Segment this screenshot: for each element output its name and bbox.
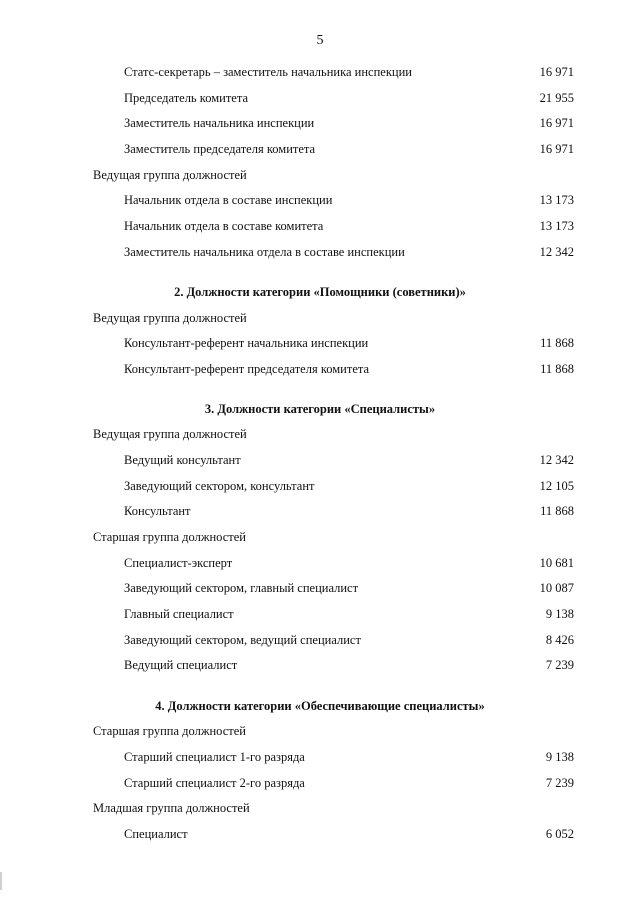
position-name: Старший специалист 2-го разряда xyxy=(124,776,305,790)
salary-value: 13 173 xyxy=(539,193,574,207)
salary-value: 13 173 xyxy=(539,219,574,233)
salary-value: 16 971 xyxy=(539,142,574,156)
position-name: Заместитель начальника отдела в составе инспекции xyxy=(124,245,405,259)
table-row xyxy=(0,243,640,261)
table-row xyxy=(0,656,640,674)
position-name: Начальник отдела в составе инспекции xyxy=(124,193,333,207)
salary-value: 7 239 xyxy=(545,658,574,672)
salary-value: 11 868 xyxy=(540,362,574,376)
position-name: Консультант-референт начальника инспекции xyxy=(124,336,369,350)
position-name: Ведущий специалист xyxy=(124,658,238,672)
group-label: Старшая группа должностей xyxy=(93,530,246,544)
page-number: 5 xyxy=(316,33,324,48)
salary-value: 21 955 xyxy=(539,91,574,105)
group-label: Младшая группа должностей xyxy=(93,801,250,815)
group-label: Ведущая группа должностей xyxy=(93,168,247,182)
table-row xyxy=(0,140,640,158)
position-name: Заместитель начальника инспекции xyxy=(124,116,315,130)
table-row xyxy=(0,63,640,81)
position-name: Ведущий консультант xyxy=(124,453,241,467)
table-row xyxy=(0,360,640,378)
table-row xyxy=(0,191,640,209)
group-label: Старшая группа должностей xyxy=(93,724,246,738)
table-row xyxy=(0,334,640,352)
position-name: Заведующий сектором, ведущий специалист xyxy=(124,633,361,647)
table-row xyxy=(0,502,640,520)
table-row xyxy=(0,554,640,572)
group-label: Ведущая группа должностей xyxy=(93,427,247,441)
table-row xyxy=(0,825,640,843)
salary-value: 12 105 xyxy=(539,479,574,493)
salary-value: 11 868 xyxy=(540,336,574,350)
table-row xyxy=(0,217,640,235)
position-name: Специалист xyxy=(124,827,188,841)
salary-value: 9 138 xyxy=(545,750,574,764)
salary-value: 12 342 xyxy=(539,453,574,467)
table-row xyxy=(0,477,640,495)
table-row xyxy=(0,748,640,766)
table-row xyxy=(0,605,640,623)
position-name: Главный специалист xyxy=(124,607,234,621)
position-name: Старший специалист 1-го разряда xyxy=(124,750,305,764)
salary-value: 9 138 xyxy=(545,607,574,621)
position-name: Консультант xyxy=(124,504,191,518)
position-name: Заместитель председателя комитета xyxy=(124,142,316,156)
position-name: Специалист-эксперт xyxy=(124,556,233,570)
table-row xyxy=(0,579,640,597)
section-heading: 3. Должности категории «Специалисты» xyxy=(204,402,436,416)
position-name: Заведующий сектором, консультант xyxy=(124,479,315,493)
section-heading: 2. Должности категории «Помощники (советники)» xyxy=(174,285,466,299)
salary-value: 11 868 xyxy=(540,504,574,518)
group-label: Ведущая группа должностей xyxy=(93,311,247,325)
salary-value: 7 239 xyxy=(545,776,574,790)
table-row xyxy=(0,631,640,649)
salary-value: 10 087 xyxy=(539,581,574,595)
section-heading: 4. Должности категории «Обеспечивающие специалисты» xyxy=(155,699,485,713)
table-row xyxy=(0,89,640,107)
table-row xyxy=(0,774,640,792)
salary-value: 8 426 xyxy=(545,633,574,647)
position-name: Статс-секретарь – заместитель начальника инспекции xyxy=(124,65,412,79)
salary-value: 6 052 xyxy=(545,827,574,841)
position-name: Начальник отдела в составе комитета xyxy=(124,219,324,233)
salary-value: 16 971 xyxy=(539,65,574,79)
salary-value: 12 342 xyxy=(539,245,574,259)
position-name: Председатель комитета xyxy=(124,91,248,105)
table-row xyxy=(0,451,640,469)
scan-edge-mark xyxy=(0,872,2,890)
table-row xyxy=(0,114,640,132)
position-name: Заведующий сектором, главный специалист xyxy=(124,581,359,595)
salary-value: 16 971 xyxy=(539,116,574,130)
position-name: Консультант-референт председателя комитета xyxy=(124,362,370,376)
salary-value: 10 681 xyxy=(539,556,574,570)
